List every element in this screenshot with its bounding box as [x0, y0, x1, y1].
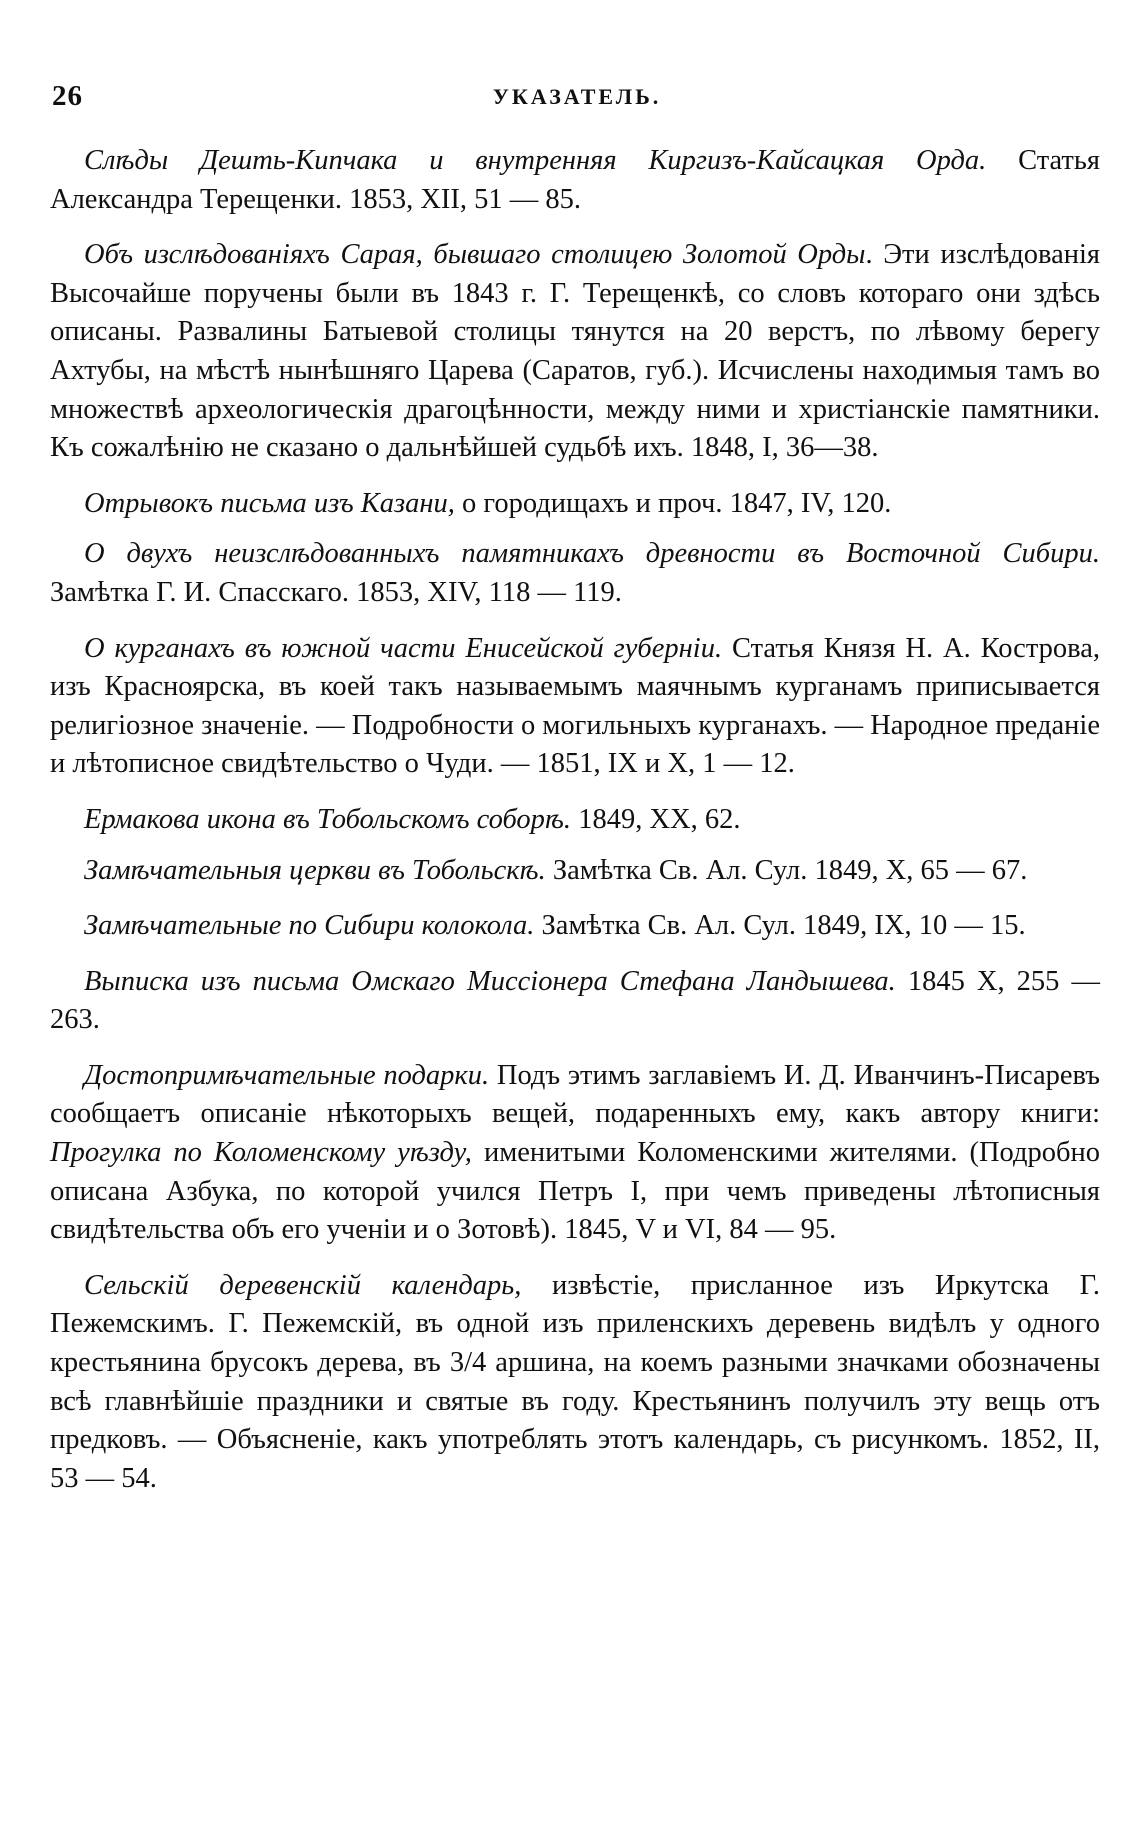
index-entry — [50, 485, 1100, 524]
entry-details: Замѣтка Св. Ал. Сул. 1849, IX, 10 — 15. — [534, 910, 1026, 942]
entry-title: Слѣды Дешть-Кипчака и внутренняя Киргизъ-Кайсацкая Орда. — [84, 145, 987, 176]
entry-details: Статья Александра Терещенки. 1853, XII, 51 — 85. — [50, 145, 1100, 215]
index-entry — [50, 535, 1100, 612]
entry-title: Выписка изъ письма Омскаго Миссіонера Стефана Ландышева. — [84, 965, 896, 997]
entry-title: О курганахъ въ южной части Енисейской губерніи. — [84, 632, 723, 664]
entry-details: о городищахъ и проч. 1847, IV, 120. — [454, 487, 892, 519]
entry-details: именитыми Коломенскими жителями. (Подробно описана Азбука, по которой учился Петръ I, при чемъ приведены лѣтописныя свидѣтельства объ его ученіи и о Зотовѣ). 1845, V и VI, 84 — 95. — [50, 1137, 1100, 1246]
entry-title: Ермакова икона въ Тобольскомъ соборѣ. — [84, 803, 572, 835]
entry-book-title: Прогулка по Коломенскому уѣзду, — [50, 1137, 472, 1169]
entry-title: Отрывокъ письма изъ Казани, — [84, 487, 455, 519]
entry-title: О двухъ неизслѣдованныхъ памятникахъ древности въ Восточной Сибири. — [84, 538, 1100, 570]
entry-details: извѣстіе, присланное изъ Иркутска Г. Пежемскимъ. Г. Пежемскій, въ одной изъ приленскихъ деревень видѣлъ у одного крестьянина брусокъ дерева, въ 3/4 аршина, на коемъ разными значками обозначены всѣ главнѣйшіе праздники и святые въ году. Крестьянинъ получилъ эту вещь отъ предковъ. — Объясненіе, какъ употреблять этотъ календарь, съ рисункомъ. 1852, II, 53 — 54. — [50, 1269, 1100, 1494]
entry-details: Замѣтка Г. И. Спасскаго. 1853, XIV, 118 — 119. — [50, 576, 622, 608]
entry-title: Объ изслѣдованіяхъ Сарая, бывшаго столицею Золотой Орды — [84, 239, 866, 271]
page-header — [52, 80, 1102, 120]
index-entry — [50, 907, 1100, 946]
running-head: УКАЗАТЕЛЬ. — [492, 84, 662, 109]
index-entry — [50, 142, 1100, 219]
entry-details: . Эти изслѣдованія Высочайше поручены были въ 1843 г. Г. Терещенкѣ, со словъ котораго они здѣсь описаны. Развалины Батыевой столицы тянутся на 20 верстъ, по лѣвому берегу Ахтубы, на мѣстѣ нынѣшняго Царева (Саратов, губ.). Исчислены находимыя тамъ во множествѣ археологическія драгоцѣнности, между ними и христіанскіе памятники. Къ сожалѣнію не сказано о дальнѣйшей судьбѣ ихъ. 1848, I, 36—38. — [50, 239, 1101, 464]
index-entry — [50, 852, 1100, 891]
entry-details: Подъ этимъ заглавіемъ И. Д. Иванчинъ-Писаревъ сообщаетъ описаніе нѣкоторыхъ вещей, подаренныхъ ему, какъ автору книги: — [50, 1059, 1100, 1130]
entry-details: Статья Князя Н. А. Кострова, изъ Красноярска, въ коей такъ называемымъ маячнымъ курганамъ приписывается религіозное значеніе. — Подробности о могильныхъ курганахъ. — Народное преданіе и лѣтописное свидѣтельство о Чуди. — 1851, IX и X, 1 — 12. — [50, 632, 1101, 780]
index-entry — [50, 236, 1100, 468]
entry-title: Достопримѣчательные подарки. — [84, 1059, 490, 1091]
index-entry — [50, 630, 1100, 784]
index-entry — [50, 1267, 1100, 1499]
entry-details: Замѣтка Св. Ал. Сул. 1849, X, 65 — 67. — [545, 854, 1028, 886]
index-entry — [50, 1057, 1100, 1250]
entry-title: Замѣчательныя церкви въ Тобольскѣ. — [84, 854, 546, 886]
index-entry — [50, 801, 1100, 840]
entry-details: 1849, XX, 62. — [571, 803, 741, 835]
index-entry — [50, 963, 1100, 1040]
entry-details: 1845 X, 255 — 263. — [50, 965, 1100, 1036]
entry-title: Замѣчательные по Сибири колокола. — [84, 910, 535, 942]
entry-title: Сельскій деревенскій календарь, — [84, 1269, 522, 1301]
index-entries — [50, 142, 1100, 1515]
page-number: 26 — [52, 80, 83, 112]
